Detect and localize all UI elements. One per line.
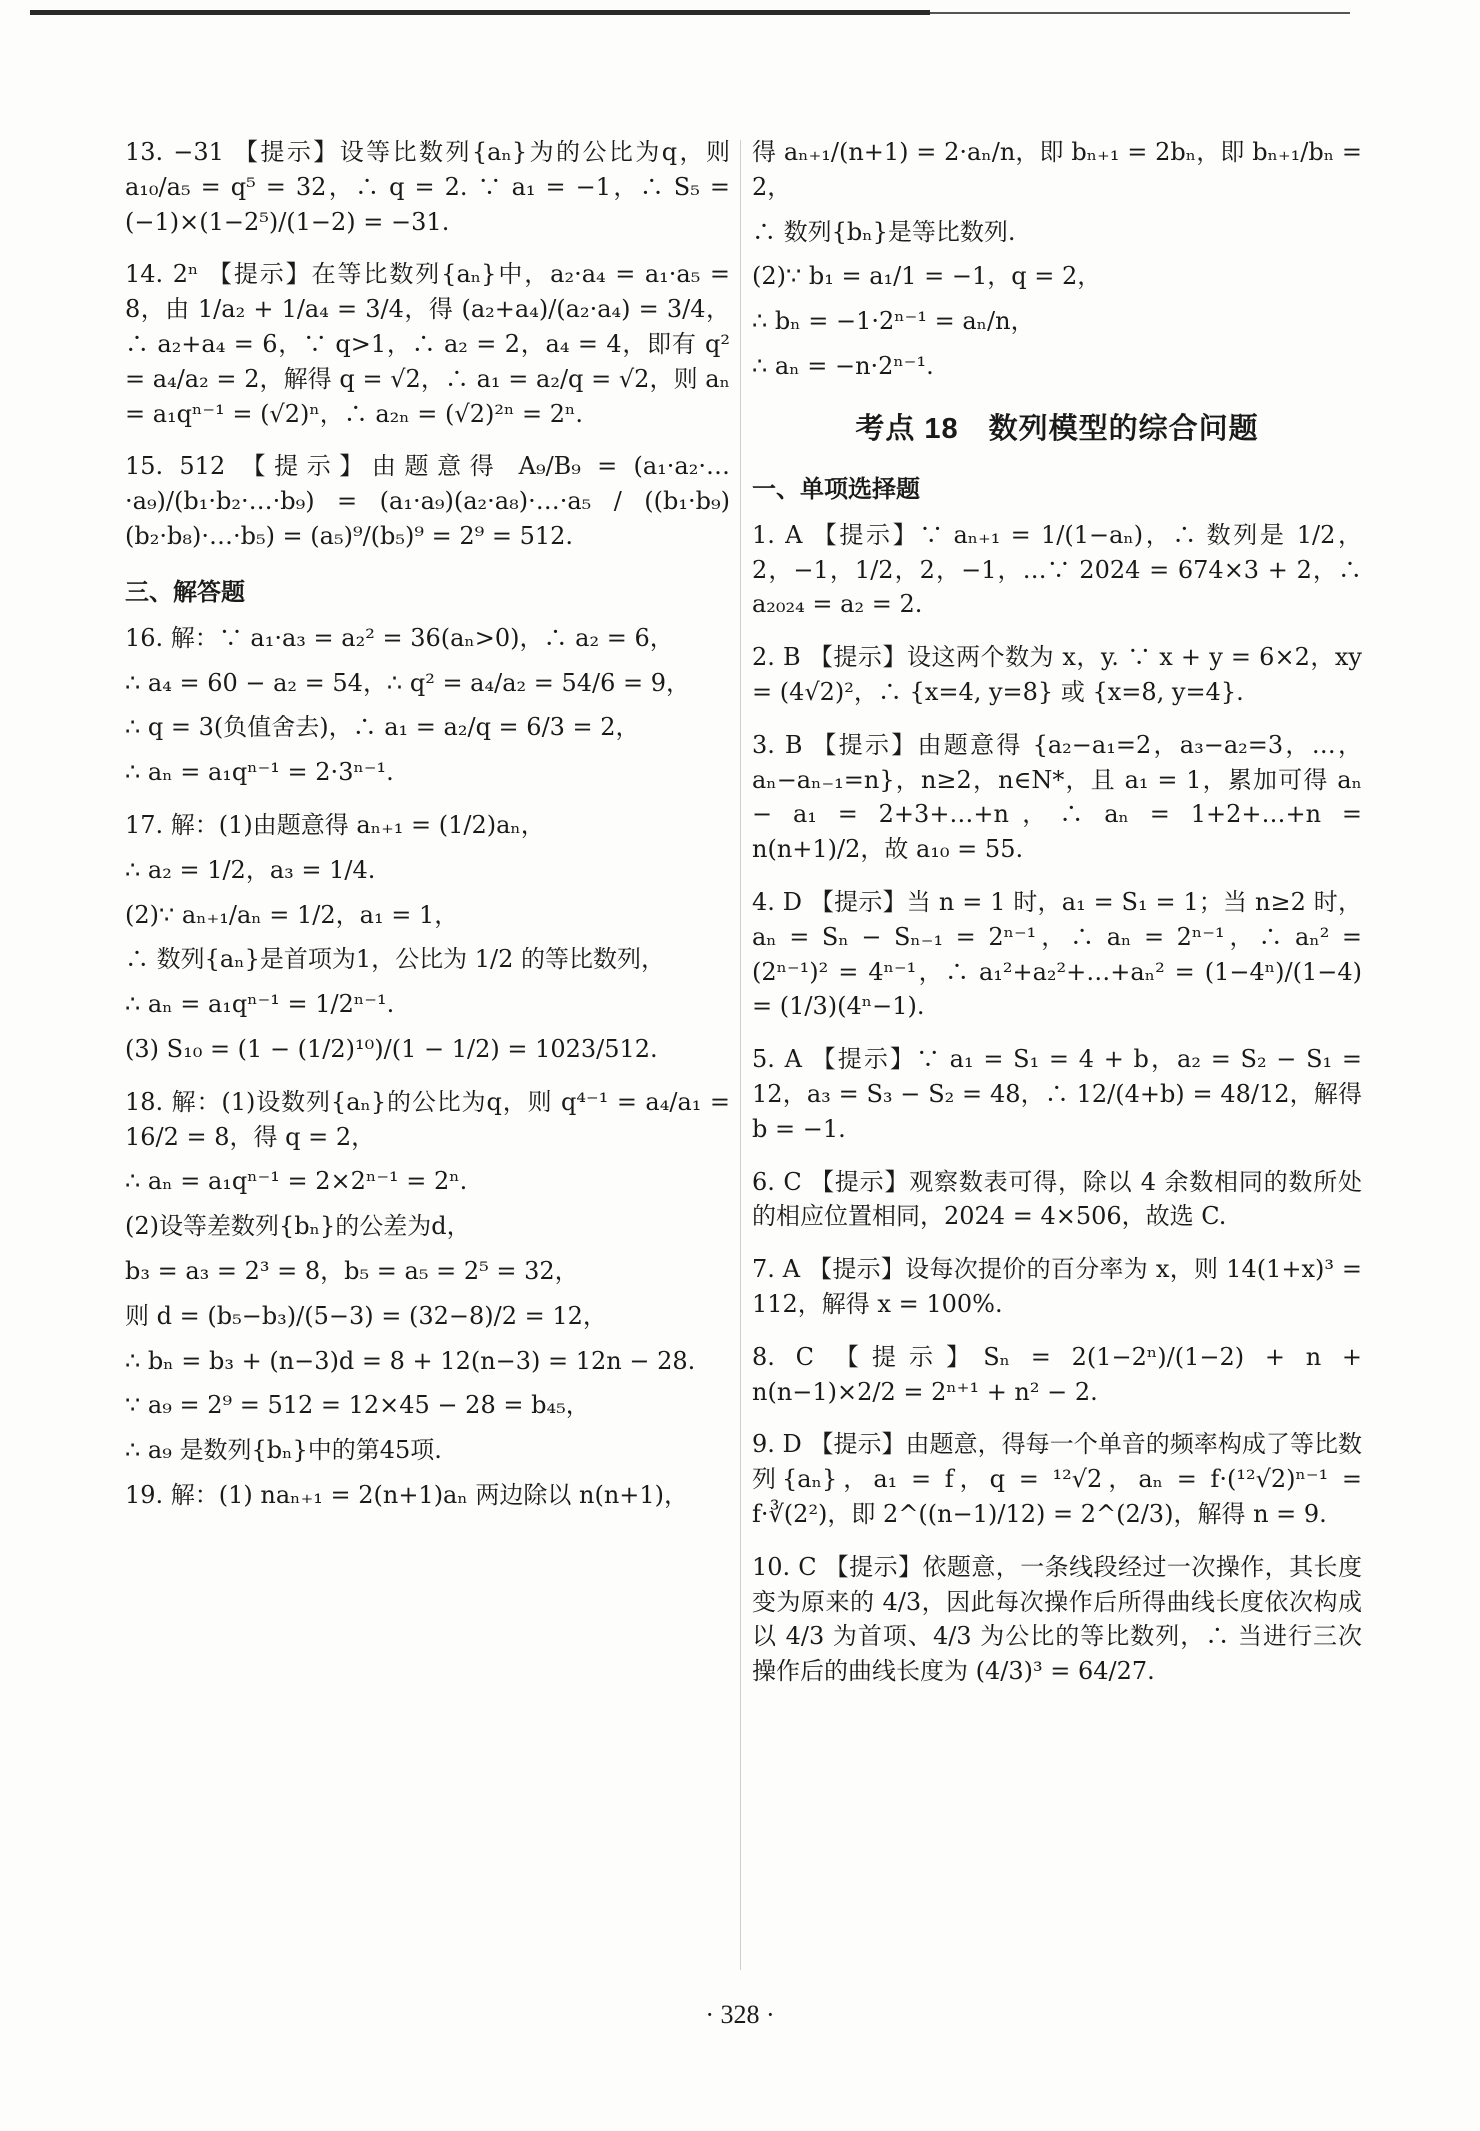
- answer-18-line-7: ∵ a₉ = 2⁹ = 512 = 12×45 − 28 = b₄₅，: [125, 1391, 590, 1420]
- answer-18-line-6: ∴ bₙ = b₃ + (n−3)d = 8 + 12(n−3) = 12n − 28.: [125, 1346, 696, 1375]
- choice-answer-1: 1. A 【提示】∵ aₙ₊₁ = 1/(1−aₙ)，∴ 数列是 1/2，2，−1，1/2，2，−1，…∵ 2024 = 674×3 + 2，∴ a₂₀₂₄ = a₂ = 2.: [752, 520, 1362, 619]
- top-rule-thin: [930, 12, 1350, 14]
- right-column: [752, 135, 1362, 1707]
- answer-14: 14. 2ⁿ 【提示】在等比数列{aₙ}中，a₂·a₄ = a₁·a₅ = 8，由 1/a₂ + 1/a₄ = 3/4，得 (a₂+a₄)/(a₂·a₄) = 3/4，∴ a₂+a₄ = 6，∵ q>1，∴ a₂ = 2，a₄ = 4，即有 q² = a₄/a₂ = 2，解得 q = √2，∴ a₁ = a₂/q = √2，则 aₙ = a₁qⁿ⁻¹ = (√2)ⁿ，∴ a₂ₙ = (√2)²ⁿ = 2ⁿ.: [125, 260, 730, 428]
- answer-19-line-6: ∴ aₙ = −n·2ⁿ⁻¹.: [752, 351, 934, 380]
- answer-18-line-1: 18. 解：(1)设数列{aₙ}的公比为q，则 q⁴⁻¹ = a₄/a₁ = 16/2 = 8，得 q = 2，: [125, 1087, 730, 1151]
- top-rule: [30, 10, 930, 15]
- answer-18-line-4: b₃ = a₃ = 2³ = 8，b₅ = a₅ = 2⁵ = 32，: [125, 1256, 579, 1285]
- answer-16-line-2: ∴ a₄ = 60 − a₂ = 54，∴ q² = a₄/a₂ = 54/6 = 9，: [125, 668, 691, 697]
- section-heading-single-choice: 一、单项选择题: [752, 475, 920, 503]
- column-divider: [740, 140, 741, 1970]
- answer-17-line-5: ∴ aₙ = a₁qⁿ⁻¹ = 1/2ⁿ⁻¹.: [125, 990, 395, 1019]
- choice-answer-5: 5. A 【提示】∵ a₁ = S₁ = 4 + b，a₂ = S₂ − S₁ = 12，a₃ = S₃ − S₂ = 48，∴ 12/(4+b) = 48/12，解得 b = −1.: [752, 1045, 1362, 1143]
- choice-answer-4: 4. D 【提示】当 n = 1 时，a₁ = S₁ = 1；当 n≥2 时，aₙ = Sₙ − Sₙ₋₁ = 2ⁿ⁻¹，∴ aₙ = 2ⁿ⁻¹，∴ aₙ² = (2ⁿ⁻¹)² = 4ⁿ⁻¹，∴ a₁²+a₂²+…+aₙ² = (1−4ⁿ)/(1−4) = (1/3)(4ⁿ−1).: [752, 887, 1362, 1021]
- answer-18-line-2: ∴ aₙ = a₁qⁿ⁻¹ = 2×2ⁿ⁻¹ = 2ⁿ.: [125, 1167, 468, 1196]
- page-number: · 328 ·: [705, 2000, 775, 2029]
- choice-answer-10: 10. C 【提示】依题意，一条线段经过一次操作，其长度变为原来的 4/3，因此每次操作后所得曲线长度依次构成以 4/3 为首项、4/3 为公比的等比数列，∴ 当进行三次操作后的曲线长度为 (4/3)³ = 64/27.: [752, 1552, 1362, 1686]
- answer-18-line-3: (2)设等差数列{bₙ}的公差为d，: [125, 1212, 471, 1241]
- answer-15: 15. 512 【提示】由题意得 A₉/B₉ = (a₁·a₂·…·a₉)/(b₁·b₂·…·b₉) = (a₁·a₉)(a₂·a₈)·…·a₅ / ((b₁·b₉)(b₂·b₈)·…·b₅) = (a₅)⁹/(b₅)⁹ = 2⁹ = 512.: [125, 452, 730, 550]
- choice-answer-6: 6. C 【提示】观察数表可得，除以 4 余数相同的数所处的相应位置相同，2024 = 4×506，故选 C.: [752, 1167, 1362, 1231]
- choice-answer-3: 3. B 【提示】由题意得 {a₂−a₁=2，a₃−a₂=3，…，aₙ−aₙ₋₁=n}，n≥2，n∈N*，且 a₁ = 1，累加可得 aₙ − a₁ = 2+3+…+n，∴ aₙ = 1+2+…+n = n(n+1)/2，故 a₁₀ = 55.: [752, 730, 1362, 864]
- answer-19-line-4: (2)∵ b₁ = a₁/1 = −1，q = 2，: [752, 262, 1102, 291]
- answer-17-line-1: 17. 解：(1)由题意得 aₙ₊₁ = (1/2)aₙ，: [125, 810, 545, 839]
- choice-answer-8: 8. C 【提示】Sₙ = 2(1−2ⁿ)/(1−2) + n + n(n−1)×2/2 = 2ⁿ⁺¹ + n² − 2.: [752, 1342, 1362, 1406]
- answer-19-line-5: ∴ bₙ = −1·2ⁿ⁻¹ = aₙ/n，: [752, 307, 1035, 336]
- answer-13: 13. −31 【提示】设等比数列{aₙ}为的公比为q，则 a₁₀/a₅ = q⁵ = 32，∴ q = 2. ∵ a₁ = −1，∴ S₅ = (−1)×(1−2⁵)/(1−2) = −31.: [125, 138, 730, 236]
- answer-17-line-2: ∴ a₂ = 1/2，a₃ = 1/4.: [125, 855, 376, 884]
- answer-19-line-2: 得 aₙ₊₁/(n+1) = 2·aₙ/n，即 bₙ₊₁ = 2bₙ，即 bₙ₊₁/bₙ = 2，: [752, 138, 1362, 201]
- answer-18-line-5: 则 d = (b₅−b₃)/(5−3) = (32−8)/2 = 12，: [125, 1301, 607, 1330]
- answer-16-line-4: ∴ aₙ = a₁qⁿ⁻¹ = 2·3ⁿ⁻¹.: [125, 758, 394, 787]
- choice-answer-7: 7. A 【提示】设每次提价的百分率为 x，则 14(1+x)³ = 112，解得 x = 100%.: [752, 1255, 1362, 1318]
- answer-19-line-3: ∴ 数列{bₙ}是等比数列.: [752, 217, 1016, 246]
- left-column: [125, 135, 730, 1523]
- topic-title: 考点 18 数列模型的综合问题: [855, 412, 1259, 445]
- answer-16-line-1: 16. 解：∵ a₁·a₃ = a₂² = 36(aₙ>0)，∴ a₂ = 6，: [125, 623, 674, 652]
- answer-17-line-4: ∴ 数列{aₙ}是首项为1，公比为 1/2 的等比数列，: [125, 945, 666, 974]
- choice-answer-2: 2. B 【提示】设这两个数为 x，y. ∵ x + y = 6×2，xy = (4√2)²，∴ {x=4, y=8} 或 {x=8, y=4}.: [752, 643, 1362, 706]
- answer-19-line-1: 19. 解：(1) naₙ₊₁ = 2(n+1)aₙ 两边除以 n(n+1)，: [125, 1480, 689, 1509]
- answer-18-line-8: ∴ a₉ 是数列{bₙ}中的第45项.: [125, 1436, 442, 1465]
- choice-answer-9: 9. D 【提示】由题意，得每一个单音的频率构成了等比数列{aₙ}，a₁ = f，q = ¹²√2，aₙ = f·(¹²√2)ⁿ⁻¹ = f·∛(2²)，即 2^((n−1)/12) = 2^(2/3)，解得 n = 9.: [752, 1430, 1362, 1528]
- answer-16-line-3: ∴ q = 3(负值舍去)，∴ a₁ = a₂/q = 6/3 = 2，: [125, 713, 640, 742]
- answer-17-line-6: (3) S₁₀ = (1 − (1/2)¹⁰)/(1 − 1/2) = 1023/512.: [125, 1034, 658, 1063]
- section-heading-solutions: 三、解答题: [125, 578, 245, 606]
- answer-17-line-3: (2)∵ aₙ₊₁/aₙ = 1/2，a₁ = 1，: [125, 900, 459, 929]
